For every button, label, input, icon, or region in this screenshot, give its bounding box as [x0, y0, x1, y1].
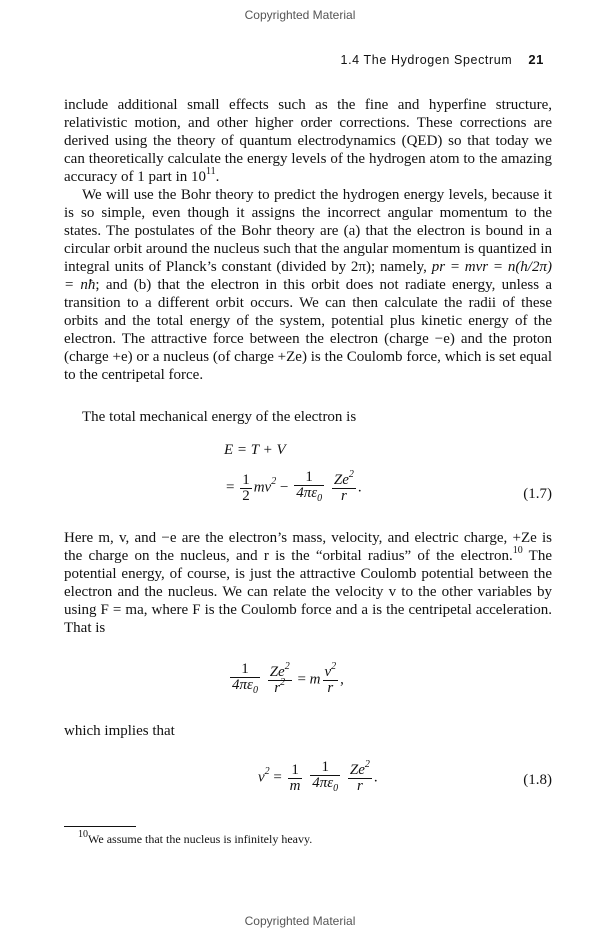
paragraph-1 [64, 96, 552, 186]
footnote-text: We assume that the nucleus is infinitely heavy. [88, 832, 313, 846]
equation-energy-line-1: E = T + V [224, 442, 286, 458]
copyright-notice-top: Copyrighted Material [244, 8, 356, 22]
paragraph-2 [64, 186, 552, 384]
section-title: 1.4 The Hydrogen Spectrum [340, 53, 513, 67]
footnote-mark: 10 [78, 829, 88, 840]
copyright-notice-bottom: Copyrighted Material [244, 914, 356, 928]
paragraph-3 [64, 408, 552, 426]
paragraph-4 [64, 529, 552, 637]
paragraph-2-text-b: ; and (b) that the electron in this orbit does not radiate energy, unless a transition to a different orbit occurs. We can then calculate the radii of these orbits and the total energy of the system, potential plus kinetic energy of the electron. The attractive force between the electron (charge −e) and the proton (charge +e) or a nucleus (of charge +Ze) is the Coulomb force, which is set equal to the centripetal force. [64, 277, 553, 383]
running-header [341, 52, 544, 67]
paragraph-4-text-a: Here m, v, and −e are the electron’s mass, velocity, and electric charge, +Ze is the charge on the nucleus, and r is the “orbital radius” of the electron. [64, 530, 552, 564]
footnote-divider [64, 826, 136, 827]
equation-number-1-7: (1.7) [523, 486, 552, 502]
footnote-reference: 10 [512, 545, 523, 556]
paragraph-3-text: The total mechanical energy of the electron is [82, 409, 357, 425]
period: . [215, 169, 220, 185]
equation-force-balance: $\frac{1}{4\pi\varepsilon_0}$ $\frac{Ze^2}{r^2}$ = m $\frac{v^2}{r}$ , [232, 660, 344, 696]
bohr-quantization-math: pr = mvr = n(h/2π) = nħ [64, 259, 552, 293]
paragraph-1-text: include additional small effects such as the fine and hyperfine structure, relativistic motion, and other higher order corrections. These corrections are derived using the theory of quantum electrodynamics (QED) so that today we can theoretically calculate the energy levels of the hydrogen atom to the amazing accuracy of 1 part in 10 [64, 97, 552, 185]
paragraph-4-text-b: The potential energy, of course, is just the attractive Coulomb potential between the electron and the nucleus. We can relate the velocity v to the other variables by using F = ma, where F is the Coulomb force and a is the centripetal acceleration. That is [64, 548, 552, 636]
exponent: 11 [206, 166, 216, 177]
equation-number-1-8: (1.8) [523, 772, 552, 788]
paragraph-5 [64, 722, 552, 740]
equation-velocity-squared: $v^2$ = $\frac{1}{m}$ $\frac{1}{4\pi\varepsilon_0}$ $\frac{Ze^2}{r}$ . [258, 758, 378, 794]
page-number: 21 [528, 52, 544, 67]
paragraph-2-text-a: We will use the Bohr theory to predict the hydrogen energy levels, because it is so simple, even though it assigns the incorrect angular momentum to the states. The postulates of the Bohr theory are (a) that the electron is bound in a circular orbit around the nucleus such that the angular momentum is quantized in integral units of Planck’s constant (divided by 2π); namely, [64, 187, 552, 275]
footnote [78, 829, 313, 847]
paragraph-5-text: which implies that [64, 723, 175, 739]
equation-energy-line-2: = $\frac{1}{2}$ $mv^2$ − $\frac{1}{4\pi\varepsilon_0}$ $\frac{Ze^2}{r}$ . [226, 468, 362, 504]
